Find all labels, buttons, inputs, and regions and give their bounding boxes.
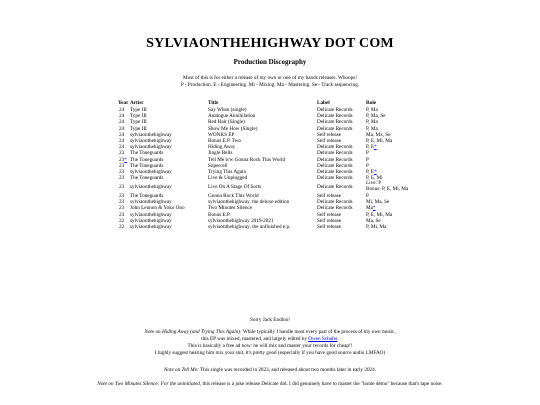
cell-year-text: 23 — [119, 169, 125, 176]
cell-label-text: Delicate Records — [317, 144, 353, 151]
cell-title-text: sylviaonthehighway, the deluxe edition — [208, 199, 290, 206]
cell-label-text: Delicate Records — [317, 119, 353, 126]
cell-artist-text: The Toneguards — [130, 193, 164, 200]
cell-role-text: Ma, Se — [366, 217, 381, 224]
site-title: SYLVIAONTHEHIGHWAY DOT COM — [146, 36, 394, 51]
table-row — [118, 181, 426, 193]
cell-artist-text: sylviaonthehighway — [130, 169, 172, 176]
header-role: Role — [366, 100, 377, 107]
cell-year-text: 23 — [119, 211, 125, 218]
cell-role-text: Bonus: P, E, Mi, Ma — [366, 186, 409, 193]
intro-text — [0, 75, 540, 89]
cell-role-text: Ma — [366, 205, 373, 212]
cell-artist-text: sylviaonthehighway — [130, 217, 172, 224]
cell-role-text: P, Ma — [366, 119, 378, 126]
page-subtitle: Production Discography — [233, 58, 307, 66]
cell-title-text: Analogue Annihilation — [208, 113, 256, 120]
cell-role — [366, 224, 426, 230]
cell-title-text: sylviaonthehighway, the unfinished e.p. — [208, 224, 291, 231]
cell-artist-text: The Toneguards — [130, 162, 164, 169]
cell-year-text: 24 — [119, 138, 125, 145]
cell-artist-text: sylviaonthehighway — [130, 144, 172, 151]
cell-role-text: P, E, Mi, Ma — [366, 138, 393, 145]
cell-artist-text: sylviaonthehighway — [130, 131, 172, 138]
cell-title-text: Supercell — [208, 162, 228, 169]
cell-title-text: Trying This Again — [208, 169, 247, 176]
note-text: this release is a joke release Delicate did. I did genuinely have to master the "home demo" because that's tape noise. — [201, 381, 443, 387]
note-label: Note on Hiding Away (and Trying This Again): — [144, 329, 242, 335]
cell-title-text: Show Me How (Single) — [208, 125, 258, 132]
cell-role-text: P — [366, 193, 369, 200]
cell-title-text: WONKS EP — [208, 131, 235, 138]
cell-artist-text: sylviaonthehighway — [130, 138, 172, 145]
note-link[interactable]: * — [374, 169, 377, 176]
header-title: Title — [208, 100, 219, 107]
note-text: While typically I handle most every part of the process of my own music, — [241, 329, 396, 335]
cell-year-text: 23 — [119, 175, 125, 182]
cell-title-text: Bonus E.P. Two — [208, 138, 241, 145]
cell-year-text: 23 — [119, 199, 125, 206]
cell-title-text: Two Minutes Silence — [208, 205, 253, 212]
cell-label-text: Delicate Records — [317, 125, 353, 132]
cell-role-text: P — [366, 156, 369, 163]
cell-label-text: Delicate Records — [317, 156, 353, 163]
cell-role-text: P, E, Mi — [366, 175, 383, 182]
sorry-note: Sorry Jack Endino! — [249, 317, 291, 323]
cell-year-text: 24 — [119, 119, 125, 126]
note-line: This is basically a free ad now: he will mix and master your records for cheap!! — [187, 343, 353, 349]
header-label: Label — [317, 100, 330, 107]
cell-title-text: Live & Unplugged — [208, 175, 248, 182]
cell-label-text: Delicate Records — [317, 184, 353, 191]
intro-line: Most of this is for either a release of my own or one of my bands releases. Whoops! — [183, 75, 357, 81]
header-year: Year — [118, 100, 129, 107]
cell-year-text: 23 — [119, 162, 125, 169]
note-label: Note on Tell Me: — [163, 367, 199, 373]
cell-artist-text: John Lennon & Yoko Ono — [130, 205, 185, 212]
role-legend: P - Production. E - Engineering. Mi - Mixing. Ma - Mastering. Se - Track sequencing. — [180, 82, 360, 88]
cell-label-text: Delicate Records — [317, 199, 353, 206]
cell-label-text: Self release — [317, 138, 342, 145]
note-link[interactable]: * — [374, 144, 377, 151]
cell-label-text: Self release — [317, 211, 342, 218]
owen-schafer-link[interactable]: Owen Schafer — [308, 336, 338, 342]
cell-artist-text: Type III — [130, 119, 147, 126]
cell-label-text: Delicate Records — [317, 205, 353, 212]
cell-year-text: 22 — [119, 224, 125, 231]
cell-title-text: Jingle Bells — [208, 150, 233, 157]
cell-artist-text: The Toneguards — [130, 150, 164, 157]
cell-label-text: Delicate Records — [317, 113, 353, 120]
cell-role-text: P, Ma, Se — [366, 113, 386, 120]
note-link[interactable]: * — [124, 156, 127, 163]
cell-artist-text: The Toneguards — [130, 175, 164, 182]
note-text: This single was recorded in 2023, and released about two months later in early 2024. — [198, 367, 377, 373]
cell-label — [317, 224, 366, 230]
cell-label-text: Delicate Records — [317, 175, 353, 182]
cell-label-text: Self release — [317, 131, 342, 138]
cell-label-text: Delicate Records — [317, 162, 353, 169]
cell-title-text: Say When (single) — [208, 107, 247, 113]
cell-title-text: Tell Me b/w Gonna Rock This World — [208, 156, 286, 163]
cell-year-text: 22 — [119, 217, 125, 224]
note-text: this EP was mixed, mastered, and largely edited by — [201, 336, 309, 342]
cell-year-text: 24 — [119, 144, 125, 151]
cell-year-text: 23 — [119, 184, 125, 191]
cell-year-text: 24 — [119, 125, 125, 132]
cell-title-text: Live On A Stage Of Sorts — [208, 184, 262, 191]
cell-title-text: Gonna Rock This World — [208, 193, 259, 200]
note-tell-me — [0, 367, 540, 374]
note-label: Note on Two Minutes Silence: For the uninitiated, — [97, 381, 202, 387]
cell-role-text: P, Ma — [366, 107, 378, 113]
cell-label-text: Self release — [317, 193, 342, 200]
note-two-minutes-silence — [0, 381, 540, 388]
cell-title-text: Bonus E.P. — [208, 211, 231, 218]
cell-role-text: P — [366, 162, 369, 169]
cell-year — [118, 224, 130, 230]
cell-year-text: 24 — [119, 131, 125, 138]
note-text: . — [337, 336, 339, 342]
cell-role-text: P, Ma — [366, 125, 378, 132]
cell-artist — [130, 181, 208, 193]
note-line: I highly suggest hearing him mix your shit, it's pretty good (especially if you have good source audio LMFAO) — [154, 350, 386, 356]
cell-year-text: 24 — [119, 113, 125, 120]
cell-artist-text: sylviaonthehighway — [130, 199, 172, 206]
cell-title-text: Hiding Away — [208, 144, 236, 151]
cell-role-text: P, E — [366, 144, 375, 151]
cell-role-text: P, E, Mi, Ma — [366, 211, 393, 218]
cell-label-text: Self release — [317, 217, 342, 224]
cell-title — [208, 224, 317, 230]
cell-role-text: P, Mi, Ma — [366, 224, 387, 231]
cell-label-text: Self release — [317, 224, 342, 231]
cell-label-text: Delicate Records — [317, 107, 353, 113]
cell-title-text: Red Hair (Single) — [208, 119, 245, 126]
cell-artist-text: Type III — [130, 107, 147, 113]
cell-role — [366, 181, 426, 193]
cell-artist-text: Type III — [130, 125, 147, 132]
cell-year-text: 23 — [119, 193, 125, 200]
note-link[interactable]: * — [372, 205, 376, 212]
cell-artist — [130, 224, 208, 230]
cell-artist-text: The Toneguards — [130, 156, 164, 163]
note-line — [0, 336, 540, 343]
cell-year — [118, 181, 130, 193]
cell-year-text: 24 — [119, 107, 125, 113]
cell-year-text: 23 — [119, 205, 125, 212]
cell-label-text: Delicate Records — [317, 150, 353, 157]
cell-role-text: P — [366, 150, 369, 157]
header-artist: Artist — [130, 100, 143, 107]
table-row — [118, 224, 426, 230]
cell-role-text: Ma, Mx, Se — [366, 131, 391, 138]
cell-artist-text: sylviaonthehighway — [130, 211, 172, 218]
cell-artist-text: sylviaonthehighway — [130, 184, 172, 191]
cell-artist-text: Type III — [130, 113, 147, 120]
cell-year-text: 23 — [119, 150, 125, 157]
cell-role-text: Mi, Ma, Se — [366, 199, 390, 206]
discography-table — [118, 100, 426, 230]
table-header-row — [118, 100, 426, 107]
cell-title — [208, 181, 317, 193]
cell-artist-text: sylviaonthehighway — [130, 224, 172, 231]
cell-title-text: sylviaonthehighway 2019-2021 — [208, 217, 274, 224]
table-body — [118, 107, 426, 230]
cell-label-text: Delicate Records — [317, 169, 353, 176]
cell-year-text: 23 — [119, 156, 125, 163]
cell-label — [317, 181, 366, 193]
note-hiding-away — [0, 329, 540, 357]
note-line — [0, 329, 540, 336]
cell-role-text: Live: P — [366, 180, 382, 187]
cell-role-text: P, E — [366, 169, 375, 176]
